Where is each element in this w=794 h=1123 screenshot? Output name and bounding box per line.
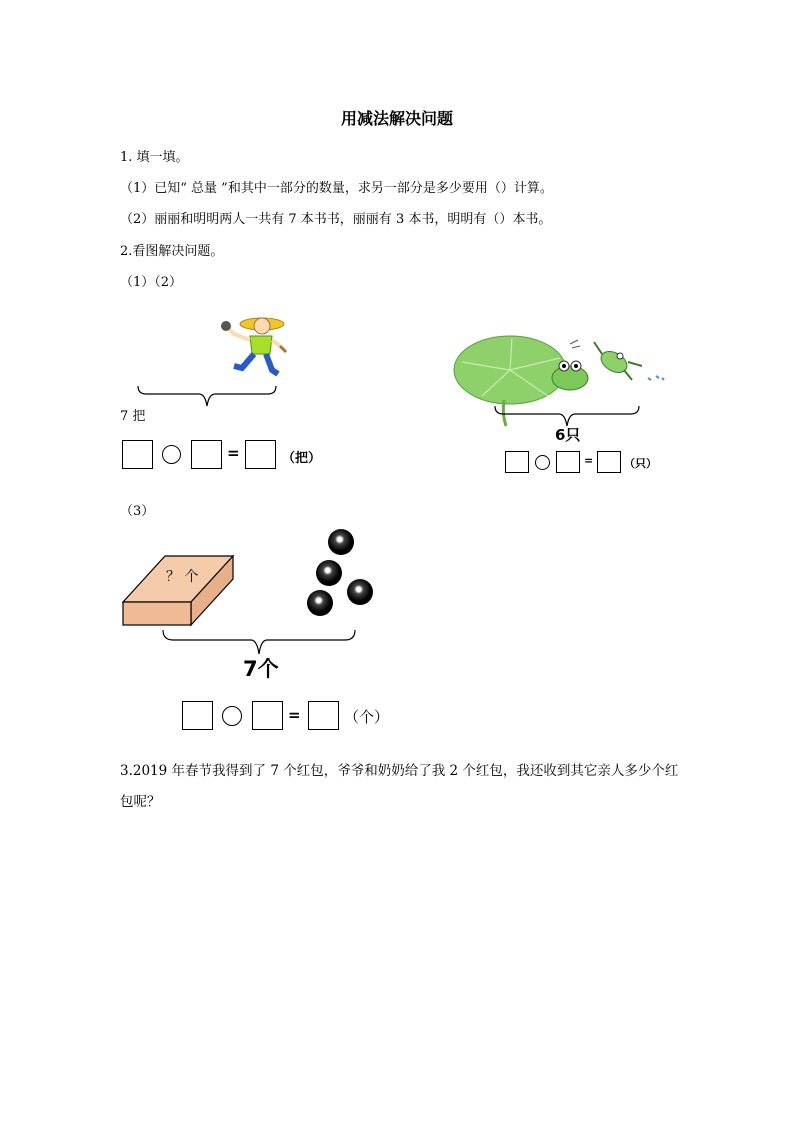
picture-2-total-label: 6只 bbox=[555, 426, 581, 444]
p2-answer-box-1[interactable] bbox=[505, 451, 529, 473]
p2-unit-label: （只） bbox=[624, 457, 657, 470]
box-unknown-label: ？ 个 bbox=[166, 569, 199, 585]
p1-operator-circle[interactable] bbox=[162, 445, 181, 464]
q3-text-line-1: 3.2019 年春节我得到了 7 个红包，爷爷和奶奶给了我 2 个红包，我还收到其它亲人多少个红 bbox=[120, 763, 679, 779]
p2-operator-circle[interactable] bbox=[535, 455, 550, 470]
picture-3-total-label: 7个 bbox=[243, 657, 279, 681]
p3-answer-box-3[interactable] bbox=[308, 701, 339, 730]
box-image bbox=[120, 553, 236, 629]
ball bbox=[347, 579, 373, 605]
q2-sub-label-3: （3） bbox=[120, 504, 155, 519]
q2-sub-label-1-2: （1）（2） bbox=[120, 275, 183, 290]
picture-1-total-label: 7 把 bbox=[120, 409, 146, 424]
p1-equals-sign: = bbox=[227, 444, 240, 462]
p3-equals-sign: = bbox=[288, 706, 301, 724]
brace-1 bbox=[136, 384, 278, 410]
q1-heading: 1. 填一填。 bbox=[120, 150, 189, 165]
p3-answer-box-1[interactable] bbox=[182, 701, 213, 730]
page-title: 用减法解决问题 bbox=[340, 109, 453, 128]
q1-item-1: （1）已知“ 总量 ”和其中一部分的数量，求另一部分是多少要用（）计算。 bbox=[120, 181, 553, 196]
p1-answer-box-1[interactable] bbox=[122, 440, 153, 469]
p1-answer-box-2[interactable] bbox=[191, 440, 222, 469]
q1-item-2: （2）丽丽和明明两人一共有 7 本书书，丽丽有 3 本书，明明有（）本书。 bbox=[120, 212, 552, 227]
ball bbox=[307, 590, 333, 616]
p2-answer-box-3[interactable] bbox=[597, 451, 621, 473]
ball bbox=[328, 529, 354, 555]
q3-text-line-2: 包呢？ bbox=[120, 794, 161, 810]
p3-operator-circle[interactable] bbox=[222, 706, 242, 726]
p3-unit-label: （个） bbox=[344, 708, 390, 726]
brace-3 bbox=[161, 628, 357, 656]
ball bbox=[316, 560, 342, 586]
p1-unit-label: （把） bbox=[282, 451, 322, 466]
p1-answer-box-3[interactable] bbox=[245, 440, 276, 469]
p2-answer-box-2[interactable] bbox=[556, 451, 580, 473]
running-boy-image bbox=[220, 312, 292, 384]
q2-heading: 2.看图解决问题。 bbox=[120, 244, 224, 259]
p3-answer-box-2[interactable] bbox=[252, 701, 283, 730]
p2-equals-sign: = bbox=[584, 454, 594, 467]
